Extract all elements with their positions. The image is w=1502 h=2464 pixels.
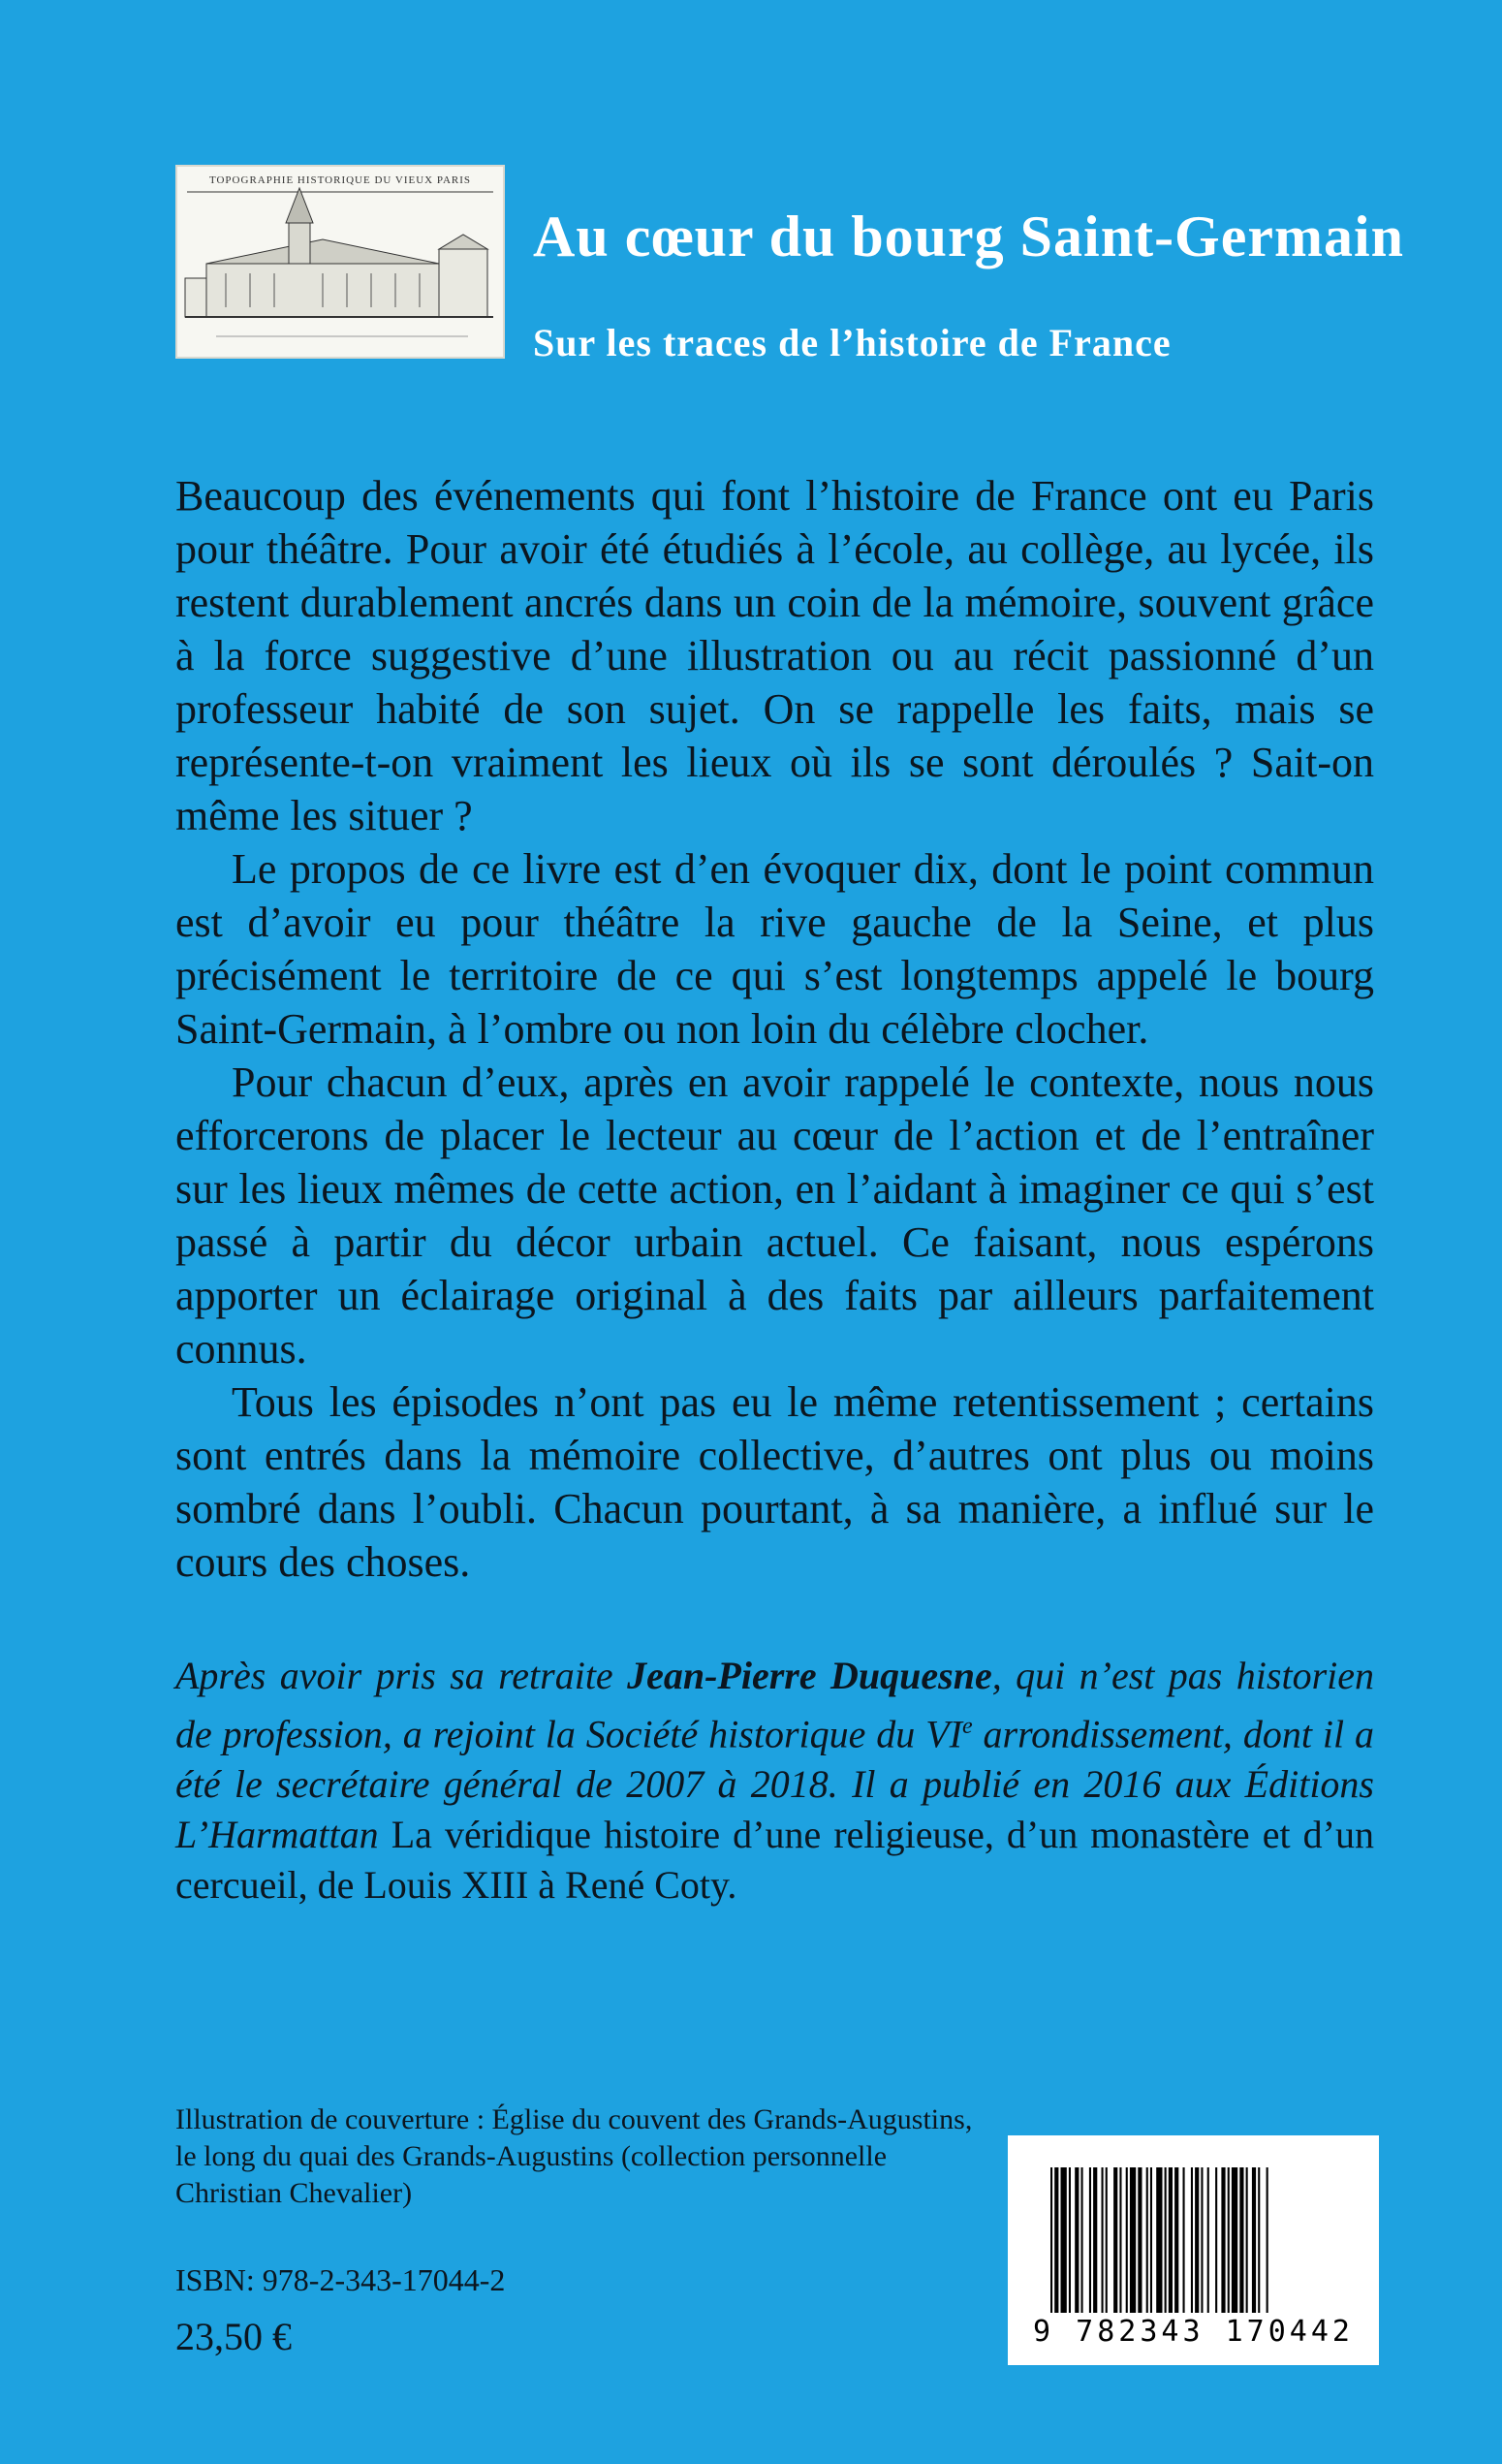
summary-paragraph: Tous les épisodes n’ont pas eu le même retentissement ; certains sont entrés dans la mémoire collective, d’autres ont plus ou moins sombré dans l’oubli. Chacun pourtant, à sa manière, a influé sur le cours des choses.	[175, 1378, 1374, 1586]
isbn: ISBN: 978-2-343-17044-2	[175, 2262, 506, 2297]
barcode-bar	[1102, 2167, 1104, 2313]
barcode-bar	[1089, 2167, 1091, 2313]
barcode-bar	[1228, 2167, 1230, 2313]
cover-illustration	[175, 165, 505, 359]
barcode-bar	[1191, 2167, 1193, 2313]
bio-sup: e	[961, 1714, 973, 1739]
barcode-bar	[1232, 2167, 1237, 2313]
book-title: Au cœur du bourg Saint-Germain	[533, 205, 1405, 269]
barcode-bar	[1267, 2167, 1268, 2313]
summary-paragraph: Pour chacun d’eux, après en avoir rappelé le contexte, nous nous efforcerons de placer le lecteur au cœur de l’action et de l’entraîner sur les lieux mêmes de cette action, en l’aidant à imaginer ce qui s’est passé à partir du décor urbain actuel. Ce faisant, nous espérons apporter un éclairage original à des faits par ailleurs parfaitement connus.	[175, 1058, 1374, 1373]
barcode-bar	[1169, 2167, 1173, 2313]
barcode-digits: 9 782343 170442	[1033, 2315, 1354, 2349]
barcode-bar	[1174, 2167, 1178, 2313]
barcode-bar	[1207, 2167, 1209, 2313]
barcode-bar	[1069, 2167, 1071, 2313]
barcode-bar	[1150, 2167, 1152, 2313]
summary-text	[175, 469, 1374, 1589]
summary-paragraph: Beaucoup des événements qui font l’histoire de France ont eu Paris pour théâtre. Pour avoir été étudiés à l’école, au collège, au lycée, ils restent durablement ancrés dans un coin de la mémoire, souvent grâce à la force suggestive d’une illustration ou au récit passionné d’un professeur habité de son sujet. On se rappelle les faits, mais se représente-t-on vraiment les lieux où ils se sont déroulés ? Sait-on même les situer ?	[175, 472, 1374, 839]
barcode-bar	[1246, 2167, 1248, 2313]
barcode-bar	[1093, 2167, 1097, 2313]
barcode-bar	[1252, 2167, 1256, 2313]
barcode-bar	[1239, 2167, 1243, 2313]
barcode-bar	[1054, 2167, 1058, 2313]
barcode-bar	[1221, 2167, 1225, 2313]
barcode-bar	[1130, 2167, 1136, 2313]
author-bio	[175, 1651, 1374, 1911]
barcode-bar	[1146, 2167, 1148, 2313]
barcode-bar	[1081, 2167, 1083, 2313]
bio-part3: arrondissement, dont il a été le secrétaire général de 2007 à 2018. Il a publié en 2016 aux Éditions L’Harmattan	[175, 1712, 1374, 1857]
price: 23,50 €	[175, 2315, 292, 2358]
bio-intro: Après avoir pris sa retraite	[175, 1654, 628, 1697]
barcode-bar	[1156, 2167, 1162, 2313]
barcode	[1008, 2135, 1379, 2365]
book-subtitle: Sur les traces de l’histoire de France	[533, 321, 1172, 364]
barcode-bar	[1201, 2167, 1203, 2313]
barcode-bar	[1106, 2167, 1108, 2313]
barcode-bars	[1050, 2167, 1336, 2313]
barcode-bar	[1050, 2167, 1052, 2313]
barcode-bar	[1119, 2167, 1121, 2313]
barcode-bar	[1126, 2167, 1128, 2313]
barcode-bar	[1165, 2167, 1167, 2313]
barcode-bar	[1258, 2167, 1260, 2313]
illustration-caption: TOPOGRAPHIE HISTORIQUE DU VIEUX PARIS	[208, 174, 472, 186]
barcode-bar	[1113, 2167, 1117, 2313]
previous-book-title: La véridique histoire d’une religieuse, d’un monastère et d’un cercueil, de Louis XIII à René Coty.	[175, 1813, 1374, 1908]
summary-paragraph: Le propos de ce livre est d’en évoquer dix, dont le point commun est d’avoir eu pour théâtre la rive gauche de la Seine, et plus précisément le territoire de ce qui s’est longtemps appelé le bourg Saint-Germain, à l’ombre ou non loin du célèbre clocher.	[175, 845, 1374, 1053]
church-drawing	[177, 167, 503, 357]
illustration-credit: Illustration de couverture : Église du couvent des Grands-Augustins, le long du quai des Grands-Augustins (collection personnelle Christian Chevalier)	[175, 2103, 973, 2209]
barcode-bar	[1138, 2167, 1142, 2313]
barcode-bar	[1061, 2167, 1067, 2313]
barcode-bar	[1195, 2167, 1199, 2313]
bio-part2: , qui n’est pas historien de profession, a rejoint la Société historique du VI	[175, 1654, 1374, 1756]
barcode-bar	[1183, 2167, 1185, 2313]
barcode-bar	[1075, 2167, 1079, 2313]
author-name: Jean-Pierre Duquesne	[627, 1654, 992, 1697]
barcode-bar	[1215, 2167, 1217, 2313]
